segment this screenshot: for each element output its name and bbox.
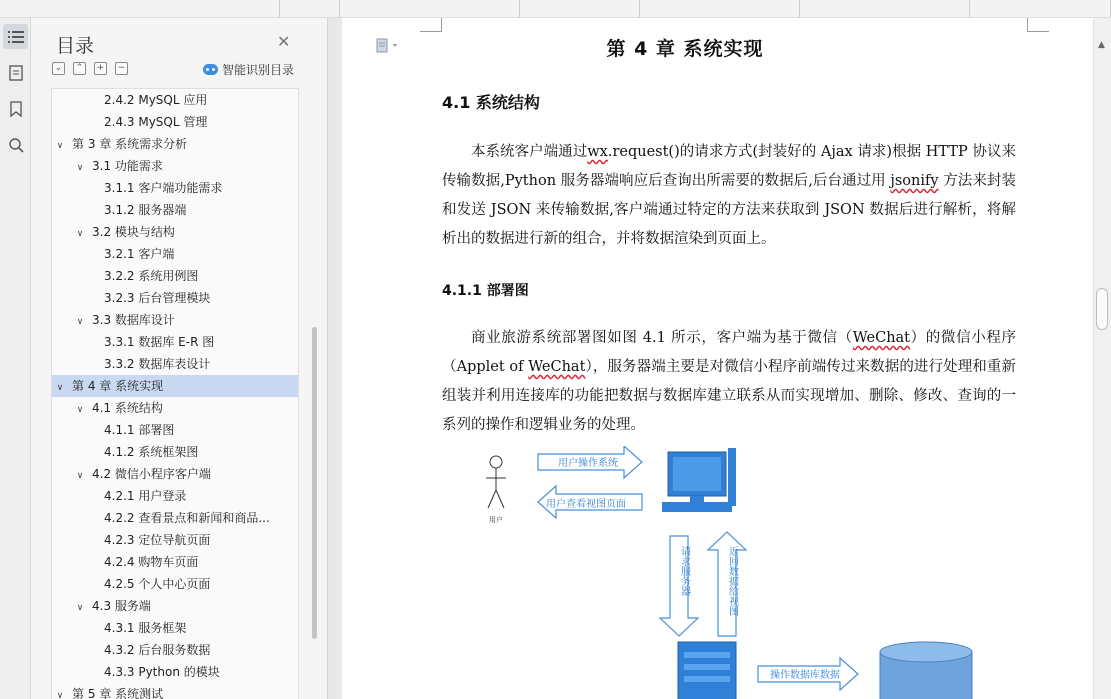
user-label: 用户: [489, 516, 503, 524]
collapse-all-button[interactable]: ⌄: [52, 62, 65, 75]
user-actor-icon: [486, 456, 506, 508]
toc-item[interactable]: [52, 353, 299, 375]
computer-icon: [662, 448, 736, 512]
toc-item[interactable]: [52, 287, 299, 309]
toc-item[interactable]: [52, 375, 299, 397]
toc-item-label: 3.3.1 数据库 E-R 图: [104, 335, 215, 349]
server-icon: [678, 642, 736, 699]
chevron-down-icon[interactable]: ∨: [56, 691, 64, 699]
ribbon-segment: [340, 0, 520, 18]
toc-item[interactable]: [52, 133, 299, 155]
toc-view-button[interactable]: [3, 24, 28, 49]
toc-item[interactable]: [52, 463, 299, 485]
toc-item[interactable]: [52, 309, 299, 331]
arrow-operate-db: [758, 658, 858, 690]
toc-item[interactable]: [52, 397, 299, 419]
toc-item-label: 3.2.2 系统用例图: [104, 269, 199, 283]
toc-item[interactable]: [52, 529, 299, 551]
find-button[interactable]: [3, 132, 28, 157]
toc-item[interactable]: [52, 661, 299, 683]
toc-item-label: 4.1.2 系统框架图: [104, 445, 199, 459]
toc-item-label: 3.2 模块与结构: [92, 225, 175, 239]
toc-item-label: 4.3.2 后台服务数据: [104, 643, 211, 657]
toc-item-label: 3.2.3 后台管理模块: [104, 291, 211, 305]
ribbon-segment: [520, 0, 640, 18]
toc-item-label: 4.3 服务端: [92, 599, 151, 613]
ribbon-segment: [280, 0, 340, 18]
chevron-down-icon[interactable]: ∨: [56, 383, 64, 393]
chevron-down-icon[interactable]: ∨: [76, 603, 84, 613]
list-icon: [8, 30, 24, 44]
toc-item-label: 4.2.4 购物车页面: [104, 555, 199, 569]
toc-item-label: 4.2.2 查看景点和新闻和商品...: [104, 511, 270, 525]
bookmark-icon: [9, 101, 23, 117]
text: 商业旅游系统部署图如图 4.1 所示，客户端为基于微信（: [471, 330, 853, 346]
toc-item[interactable]: [52, 243, 299, 265]
toc-item-label: 3.3 数据库设计: [92, 313, 175, 327]
toc-item-label: 3.1.1 客户端功能需求: [104, 181, 223, 195]
arrow-label: 用户查看视图页面: [546, 499, 626, 510]
spellcheck-word: wx: [587, 144, 608, 160]
bookmark-button[interactable]: [3, 96, 28, 121]
toc-item[interactable]: [52, 639, 299, 661]
toc-item[interactable]: [52, 551, 299, 573]
text: 方法来封装和发送 JSON 来传输数据,客户端通过特定的方法来获取到 JSON 数据后进行解析，将解析出的数据进行新的组合，并将数据渲染到页面上。: [442, 173, 1016, 247]
thumbnail-button[interactable]: [3, 60, 28, 85]
chevron-down-icon[interactable]: ∨: [76, 405, 84, 415]
toc-item-label: 2.4.3 MySQL 管理: [104, 115, 208, 129]
toc-panel: [31, 18, 328, 699]
arrow-user-view: [538, 486, 642, 518]
toc-item-label: 4.2 微信小程序客户端: [92, 467, 211, 481]
margin-mark: [1027, 18, 1049, 32]
toc-item-label: 4.2.3 定位导航页面: [104, 533, 211, 547]
toc-item-label: 4.1.1 部署图: [104, 423, 175, 437]
deployment-diagram: [472, 446, 992, 699]
collapse-button[interactable]: −: [115, 62, 128, 75]
text: ）的微信小程序（Applet of: [442, 330, 1016, 375]
chevron-down-icon[interactable]: ∨: [56, 141, 64, 151]
text: .request()的请求方式(封装好的 Ajax 请求)根据 HTTP 协议来传输数据,Python 服务器端响应后查询出所需要的数据后,后台通过用: [442, 144, 1016, 189]
toc-item[interactable]: [52, 617, 299, 639]
toc-item[interactable]: [52, 507, 299, 529]
document-scrollbar[interactable]: [1093, 18, 1111, 699]
chevron-down-icon[interactable]: ∨: [76, 471, 84, 481]
smart-toc-label: 智能识别目录: [222, 63, 295, 77]
toc-item[interactable]: [52, 573, 299, 595]
search-icon: [8, 137, 24, 153]
arrow-return-data: [708, 532, 746, 636]
arrow-label: 用户操作系统: [558, 458, 618, 469]
ai-icon: [203, 64, 218, 75]
toc-item-label: 第 5 章 系统测试: [72, 687, 164, 699]
left-toolbar: [0, 18, 31, 699]
toc-item[interactable]: [52, 595, 299, 617]
toc-item-label: 4.2.5 个人中心页面: [104, 577, 211, 591]
toc-item-label: 第 4 章 系统实现: [72, 379, 164, 393]
toc-item-label: 3.2.1 客户端: [104, 247, 175, 261]
toc-item[interactable]: [52, 111, 299, 133]
smart-toc-button[interactable]: [203, 61, 294, 78]
text: ），服务器端主要是对微信小程序前端传过来数据的进行处理和重新组装并利用连接库的功能把数据与数据库建立联系从而实现增加、删除、修改、查询的一系列的操作和逻辑业务的处理。: [442, 359, 1016, 433]
close-icon[interactable]: ✕: [277, 32, 291, 51]
ribbon-strip: [0, 0, 1111, 18]
toc-item-label: 3.1 功能需求: [92, 159, 163, 173]
toc-item[interactable]: [52, 89, 299, 111]
toc-item-label: 3.1.2 服务器端: [104, 203, 187, 217]
toc-scrollbar-thumb[interactable]: [312, 327, 317, 639]
toc-item-label: 第 3 章 系统需求分析: [72, 137, 188, 151]
spellcheck-word: jsonify: [890, 173, 939, 189]
document-page: [342, 18, 1093, 699]
toc-item-label: 4.1 系统结构: [92, 401, 163, 415]
page-gutter: [328, 18, 342, 699]
toc-item[interactable]: [52, 331, 299, 353]
scroll-up-icon[interactable]: ▲: [1098, 40, 1105, 50]
arrow-label: 操作数据库数据: [770, 670, 840, 681]
toc-item[interactable]: [52, 419, 299, 441]
spellcheck-word: WeChat: [852, 330, 911, 346]
toc-item[interactable]: [52, 221, 299, 243]
page-icon: [9, 65, 23, 81]
paragraph-2: [442, 324, 1016, 440]
expand-up-button[interactable]: ⌃: [73, 62, 86, 75]
paragraph-1: [442, 138, 1016, 254]
toc-item[interactable]: [52, 265, 299, 287]
toc-item[interactable]: [52, 199, 299, 221]
toc-title: 目录: [56, 35, 95, 57]
toc-toolbar: [52, 62, 128, 75]
toc-item[interactable]: [52, 485, 299, 507]
section-title: 4.1 系统结构: [442, 93, 540, 112]
arrow-label: 返回数据给视图: [726, 546, 738, 616]
ribbon-segment: [640, 0, 800, 18]
arrow-label: 请求服务器: [678, 546, 690, 596]
text: 本系统客户端通过: [471, 144, 588, 160]
ribbon-segment: [800, 0, 970, 18]
toc-item[interactable]: [52, 683, 299, 699]
chevron-down-icon[interactable]: ∨: [76, 229, 84, 239]
expand-all-button[interactable]: +: [94, 62, 107, 75]
chapter-title: 第 4 章 系统实现: [606, 38, 764, 60]
toc-item-label: 4.3.3 Python 的模块: [104, 665, 220, 679]
toc-item[interactable]: [52, 177, 299, 199]
ribbon-segment: [0, 0, 280, 18]
chevron-down-icon[interactable]: ∨: [76, 317, 84, 327]
scrollbar-thumb[interactable]: [1096, 288, 1108, 330]
chevron-down-icon[interactable]: ∨: [76, 163, 84, 173]
toc-item[interactable]: [52, 155, 299, 177]
toc-item-label: 4.2.1 用户登录: [104, 489, 187, 503]
margin-mark: [420, 18, 442, 32]
toc-item-label: 3.3.2 数据库表设计: [104, 357, 211, 371]
toc-item[interactable]: [52, 441, 299, 463]
toc-item-label: 4.3.1 服务框架: [104, 621, 187, 635]
arrow-request-server: [660, 536, 698, 636]
ribbon-segment: [970, 0, 1111, 18]
toc-item-label: 2.4.2 MySQL 应用: [104, 93, 208, 107]
spellcheck-word: WeChat: [528, 359, 586, 375]
arrow-user-operate: [538, 446, 642, 478]
toc-tree: [51, 88, 299, 699]
subsection-title: 4.1.1 部署图: [442, 283, 529, 299]
database-icon: [880, 642, 972, 699]
